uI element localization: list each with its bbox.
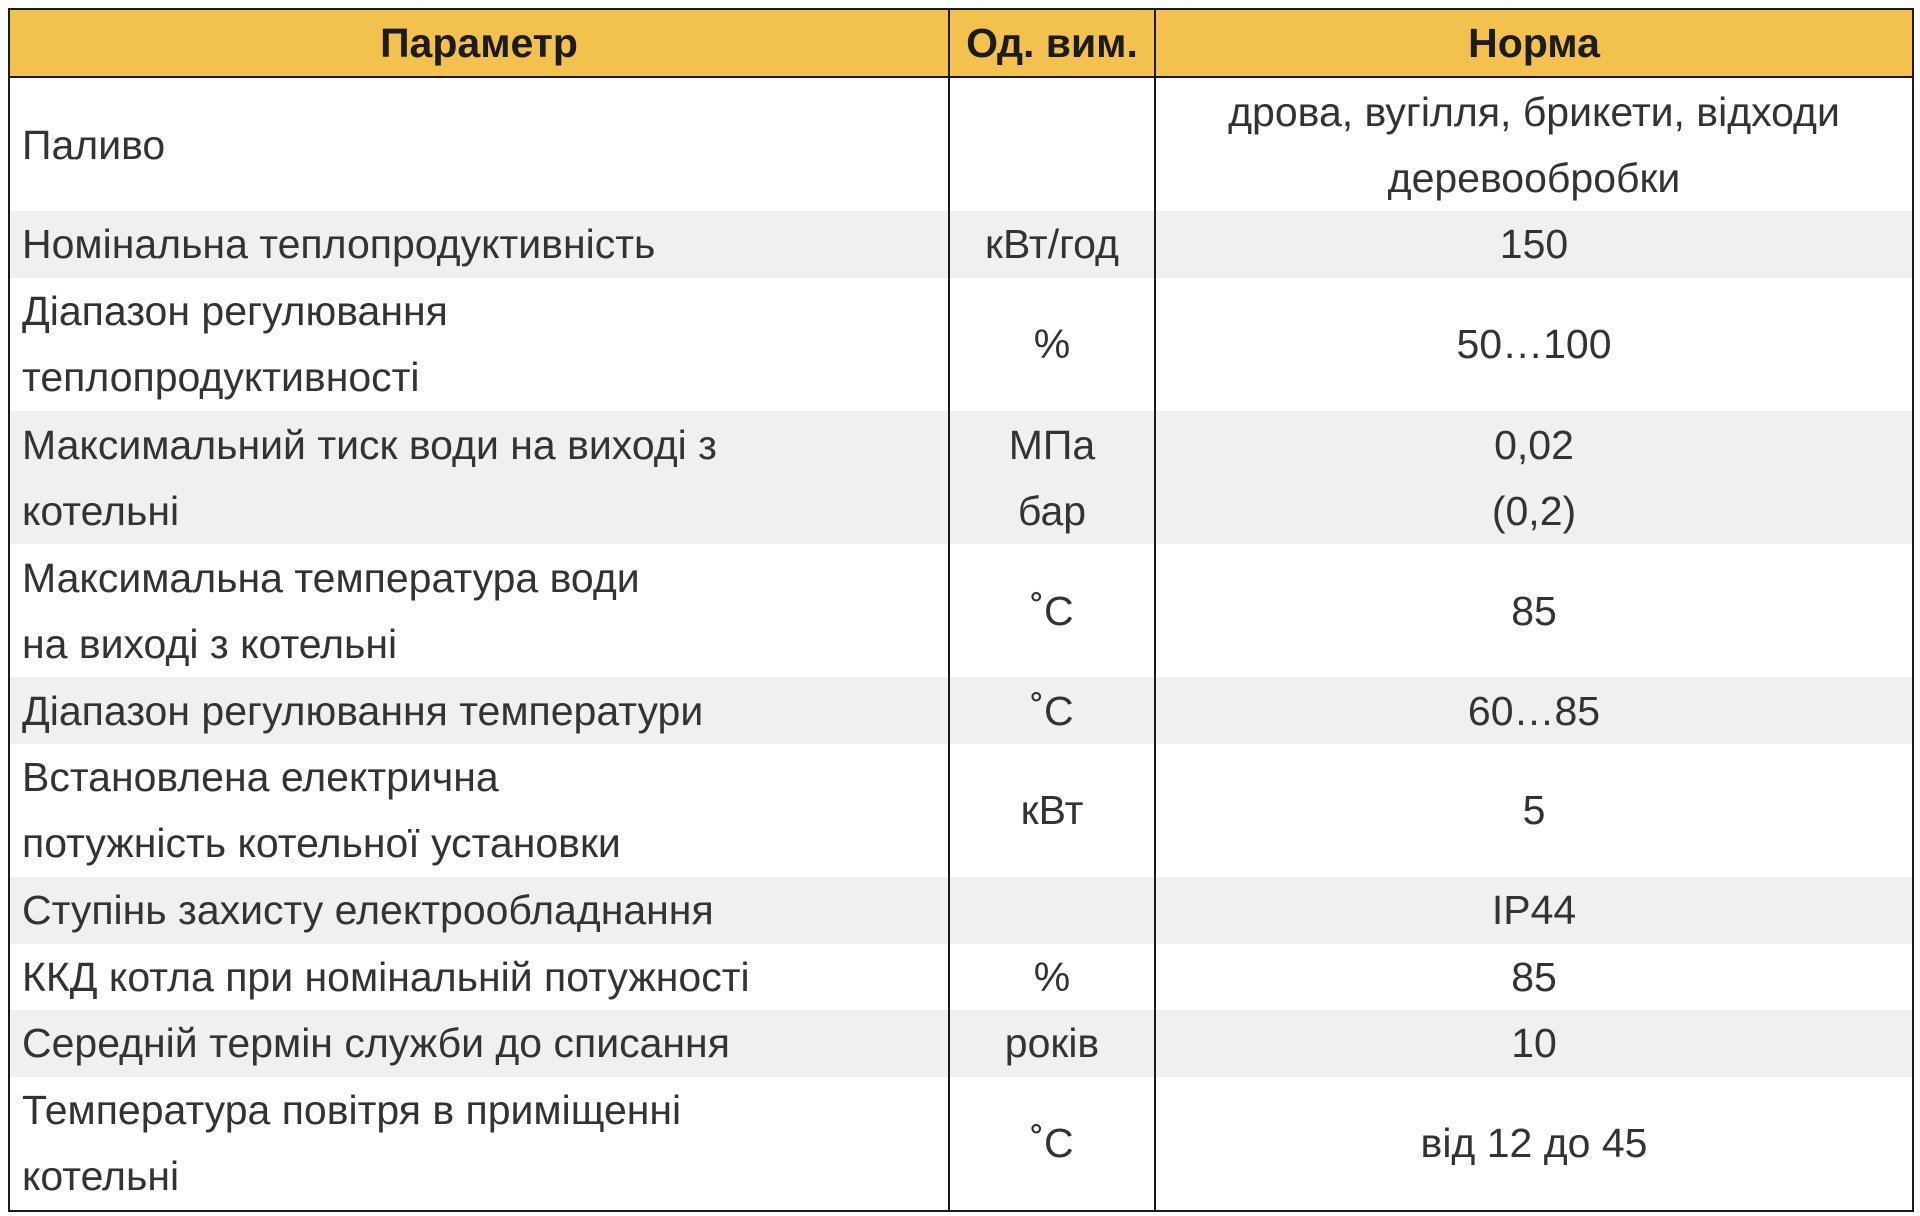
unit-cell-line: % xyxy=(1033,953,1071,1000)
norm-cell-line: 10 xyxy=(1511,1020,1557,1067)
table-row xyxy=(9,211,1913,278)
unit-cell xyxy=(949,278,1155,411)
norm-cell xyxy=(1155,544,1913,677)
norm-cell xyxy=(1155,944,1913,1011)
header-parameter: Параметр xyxy=(9,9,949,77)
table-header-row xyxy=(9,9,1913,77)
table-row xyxy=(9,744,1913,877)
norm-cell-line: деревообробки xyxy=(1387,154,1681,201)
norm-cell-line: IP44 xyxy=(1491,887,1577,934)
parameter-cell xyxy=(9,544,949,677)
norm-cell xyxy=(1155,1077,1913,1211)
parameter-cell-line: Діапазон регулювання xyxy=(22,288,448,335)
parameter-cell xyxy=(9,211,949,278)
parameter-cell xyxy=(9,877,949,944)
parameter-cell-line: теплопродуктивності xyxy=(22,354,420,401)
unit-cell xyxy=(949,77,1155,211)
parameter-cell xyxy=(9,1077,949,1211)
table-row xyxy=(9,278,1913,411)
norm-cell xyxy=(1155,411,1913,544)
norm-cell xyxy=(1155,77,1913,211)
table-row xyxy=(9,1077,1913,1211)
unit-cell-line: кВт/год xyxy=(985,221,1119,268)
table-row xyxy=(9,677,1913,744)
parameter-cell-line: ККД котла при номінальній потужності xyxy=(22,953,750,1000)
norm-cell-line: 0,02 xyxy=(1494,421,1574,468)
table-row xyxy=(9,544,1913,677)
norm-cell xyxy=(1155,744,1913,877)
parameter-cell xyxy=(9,77,949,211)
unit-cell xyxy=(949,944,1155,1011)
norm-cell xyxy=(1155,211,1913,278)
norm-cell-line: (0,2) xyxy=(1491,487,1577,534)
unit-cell-line: бар xyxy=(1017,487,1087,534)
parameter-cell xyxy=(9,944,949,1011)
norm-cell-line: 50…100 xyxy=(1456,321,1612,368)
unit-cell-line: кВт xyxy=(1020,787,1084,834)
unit-cell-line: % xyxy=(1033,321,1071,368)
parameter-cell-line: на виході з котельні xyxy=(22,620,398,667)
unit-cell xyxy=(949,744,1155,877)
parameter-cell xyxy=(9,677,949,744)
norm-cell-line: 150 xyxy=(1499,221,1569,268)
norm-cell-line: 85 xyxy=(1511,953,1557,1000)
parameter-cell-line: потужність котельної установки xyxy=(22,820,621,867)
unit-cell-line: ˚С xyxy=(1030,587,1074,634)
parameter-cell-line: Встановлена електрична xyxy=(22,754,499,801)
table-row xyxy=(9,411,1913,544)
unit-cell xyxy=(949,1077,1155,1211)
parameter-cell-line: Середній термін служби до списання xyxy=(22,1020,730,1067)
norm-cell xyxy=(1155,1010,1913,1077)
specifications-table xyxy=(8,8,1914,1212)
unit-cell xyxy=(949,1010,1155,1077)
table-row xyxy=(9,877,1913,944)
table-row xyxy=(9,944,1913,1011)
norm-cell xyxy=(1155,278,1913,411)
norm-cell-line: 85 xyxy=(1511,587,1557,634)
unit-cell xyxy=(949,211,1155,278)
unit-cell-line: ˚С xyxy=(1030,687,1074,734)
header-norm: Норма xyxy=(1155,9,1913,77)
norm-cell-line: від 12 до 45 xyxy=(1420,1120,1648,1167)
unit-cell xyxy=(949,677,1155,744)
norm-cell xyxy=(1155,877,1913,944)
parameter-cell-line: Ступінь захисту електрообладнання xyxy=(22,887,714,934)
parameter-cell xyxy=(9,1010,949,1077)
table-row xyxy=(9,1010,1913,1077)
norm-cell-line: 5 xyxy=(1522,787,1546,834)
parameter-cell xyxy=(9,744,949,877)
norm-cell-line: 60…85 xyxy=(1467,687,1601,734)
header-unit: Од. вим. xyxy=(949,9,1155,77)
unit-cell-line: ˚С xyxy=(1030,1120,1074,1167)
table-body xyxy=(9,77,1913,1211)
parameter-cell-line: Максимальна температура води xyxy=(22,554,640,601)
unit-cell xyxy=(949,877,1155,944)
table-row xyxy=(9,77,1913,211)
unit-cell xyxy=(949,411,1155,544)
norm-cell xyxy=(1155,677,1913,744)
parameter-cell-line: Номінальна теплопродуктивність xyxy=(22,221,656,268)
parameter-cell xyxy=(9,411,949,544)
unit-cell xyxy=(949,544,1155,677)
parameter-cell-line: Максимальний тиск води на виході з xyxy=(22,421,717,468)
unit-cell-line: МПа xyxy=(1008,421,1096,468)
parameter-cell-line: Паливо xyxy=(22,121,166,168)
parameter-cell xyxy=(9,278,949,411)
parameter-cell-line: Температура повітря в приміщенні xyxy=(22,1087,682,1134)
parameter-cell-line: котельні xyxy=(22,487,180,534)
unit-cell-line: років xyxy=(1004,1020,1100,1067)
parameter-cell-line: Діапазон регулювання температури xyxy=(22,687,704,734)
parameter-cell-line: котельні xyxy=(22,1153,180,1200)
norm-cell-line: дрова, вугілля, брикети, відходи xyxy=(1228,88,1840,135)
